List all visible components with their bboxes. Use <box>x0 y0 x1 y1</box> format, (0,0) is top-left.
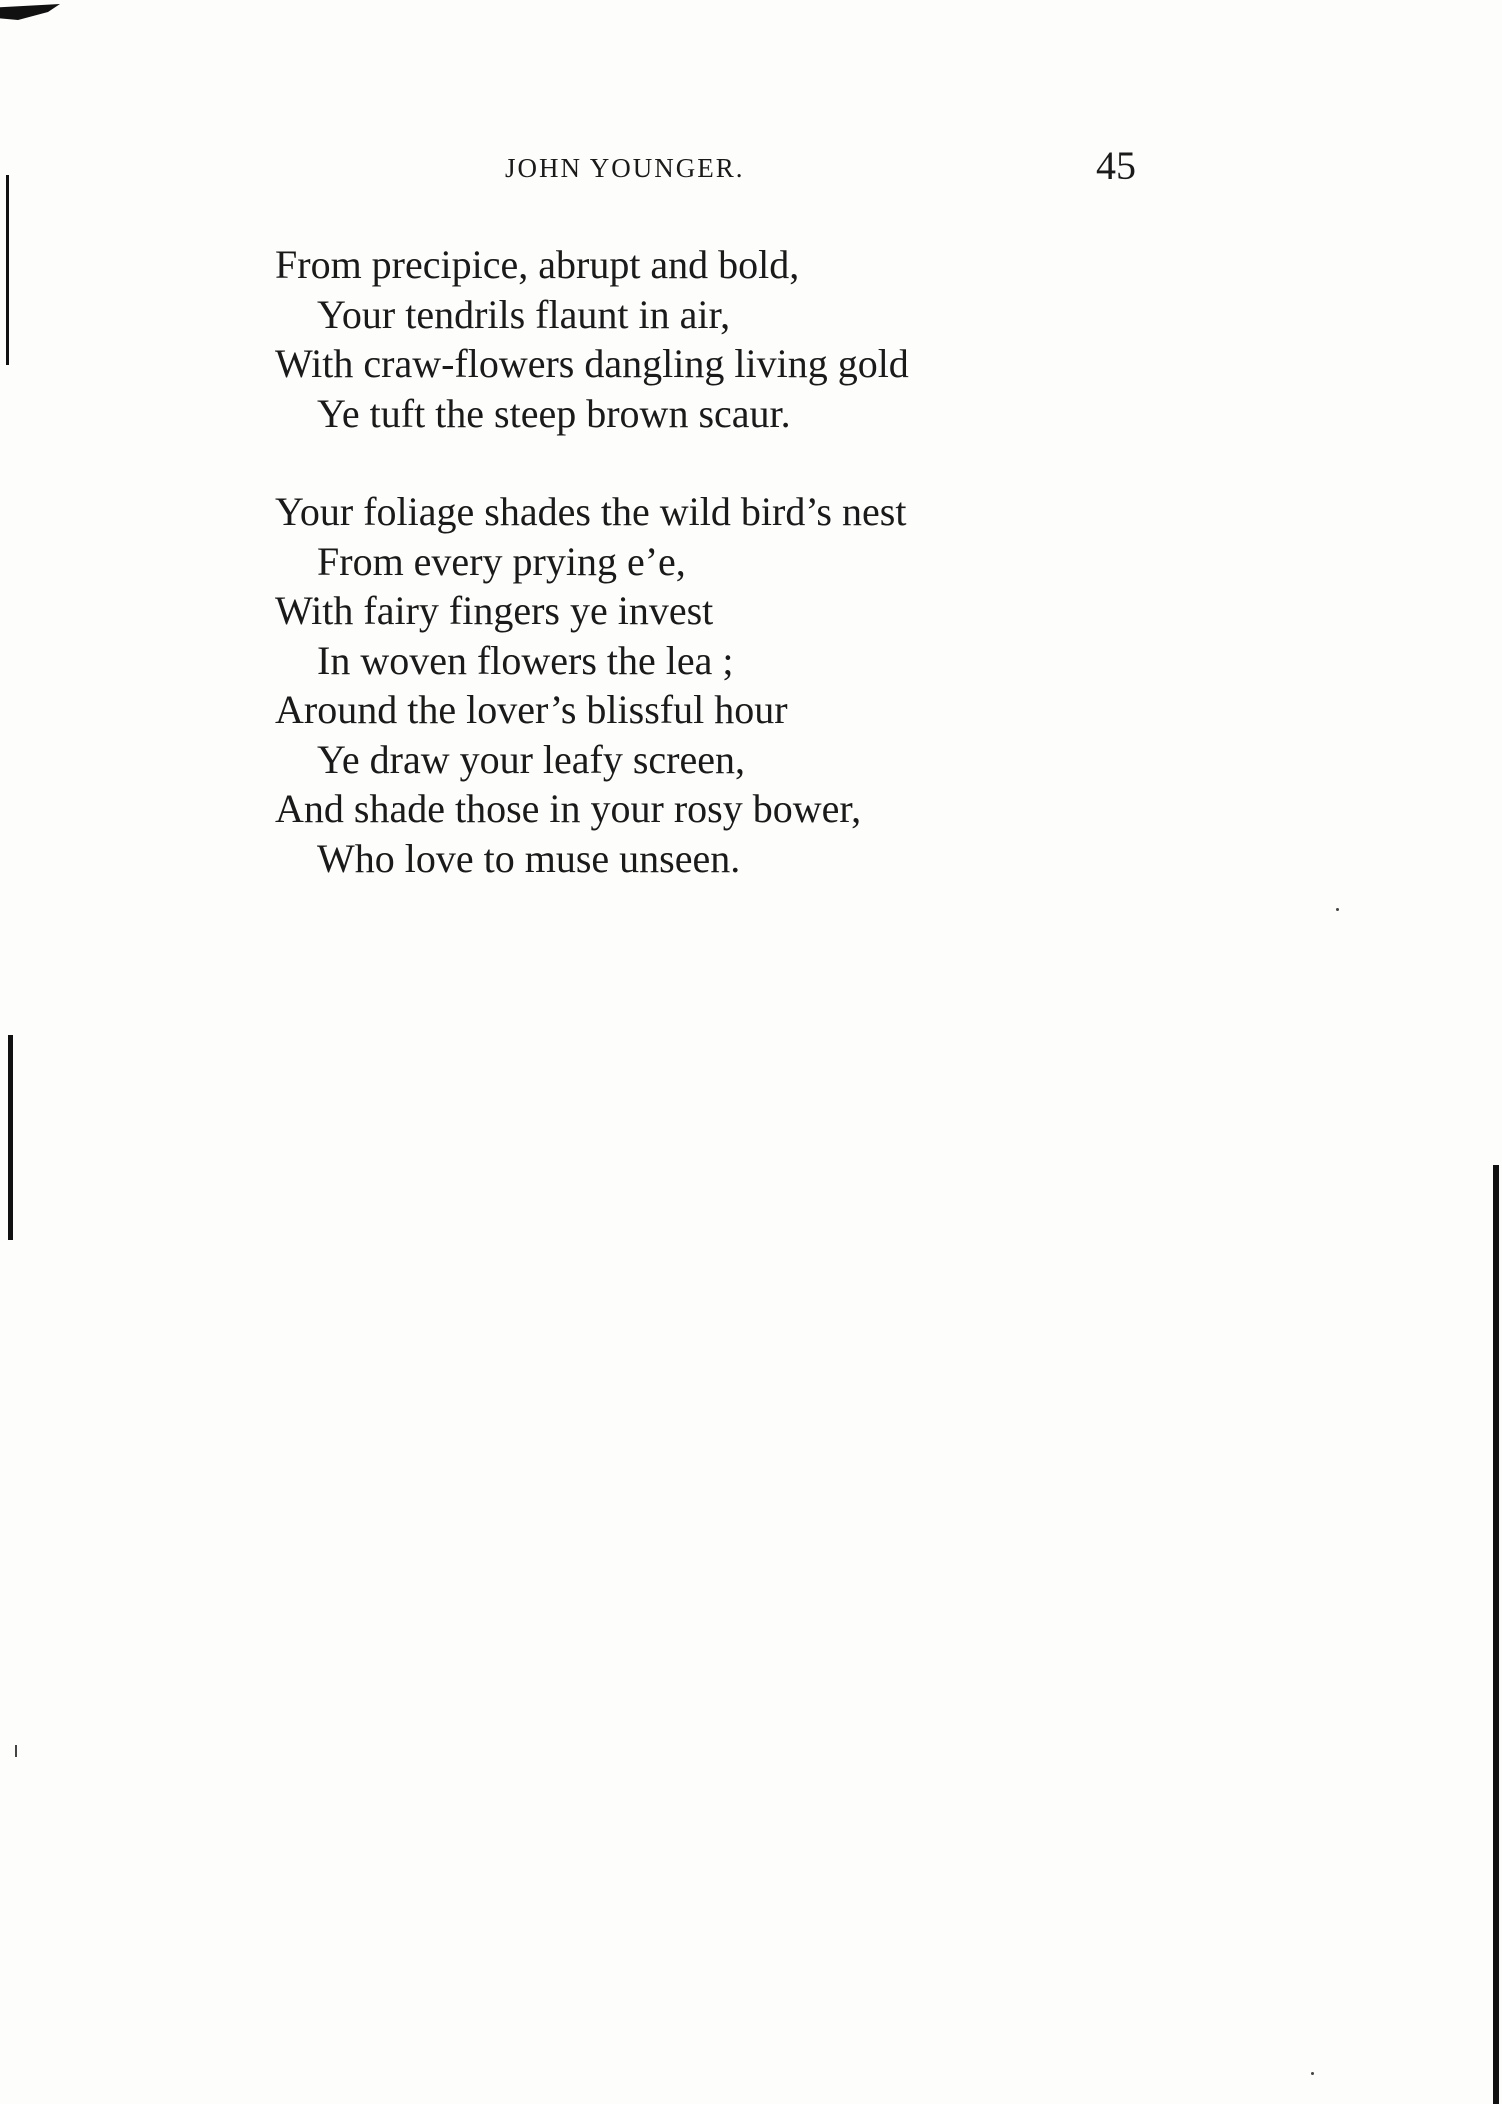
poem-line: And shade those in your rosy bower, <box>275 786 862 831</box>
poem-line: From every prying e’e, <box>317 538 686 584</box>
poem-line: Around the lover’s blissful hour <box>275 687 788 732</box>
poem-line: Your foliage shades the wild bird’s nest <box>275 489 907 534</box>
poem-line: From precipice, abrupt and bold, <box>275 242 800 287</box>
poem-line: Who love to muse unseen. <box>317 835 741 881</box>
scan-edge-line-right <box>1493 1165 1499 2104</box>
page-number: 45 <box>1096 143 1136 188</box>
poem-line: Ye tuft the steep brown scaur. <box>317 390 791 436</box>
poem-line: With fairy fingers ye invest <box>275 588 714 633</box>
scan-speck <box>1311 2072 1314 2075</box>
scan-smudge <box>0 4 60 20</box>
stanza <box>275 240 1075 438</box>
running-title: JOHN YOUNGER. <box>505 153 745 183</box>
scan-edge-line-left-top <box>6 175 9 365</box>
scan-speck <box>15 1745 17 1757</box>
stanza <box>275 487 1075 883</box>
poem-line: With craw-flowers dangling living gold <box>275 341 909 386</box>
poem-line: In woven flowers the lea ; <box>317 637 734 683</box>
scan-edge-line-left-mid <box>8 1035 13 1240</box>
poem <box>275 240 1075 932</box>
scan-speck <box>1336 908 1339 911</box>
poem-line: Your tendrils flaunt in air, <box>317 291 731 337</box>
poem-line: Ye draw your leafy screen, <box>317 736 746 782</box>
